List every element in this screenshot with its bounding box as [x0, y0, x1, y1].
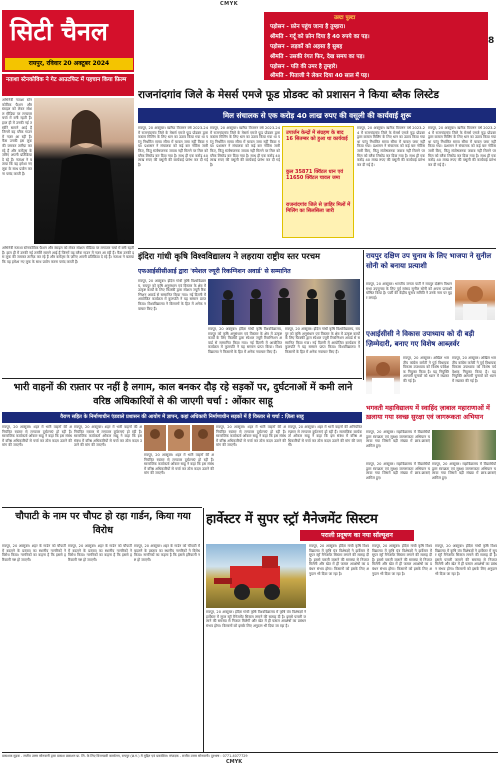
story6-body-col2: रायपुर, 20 अक्टूबर। शहर में भारी वाहनों की अनियंत्रित रफ़्तार से लगातार दुर्घटनाएं हो रही हैं। सामाजिक कार्यकर्ता ओंकार साहू ने कहा कि इस संबंध में वरिष्ठ अधिकारियों से चर्चा कर ठोस कदम उठाने की मांग की जाएगी। [74, 425, 142, 448]
divider-vertical [363, 250, 364, 380]
award-photo [208, 279, 360, 325]
divider [2, 507, 202, 508]
omkar-photos [144, 425, 214, 451]
story7-body-col1: रायपुर, 20 अक्टूबर। शहर के गार्डन को चौपाटी में बदलने के प्रस्ताव का स्थानीय नागरिकों ने विरोध किया। नागरिकों का कहना है कि इससे हरियाली नष्ट हो जाएगी। [2, 544, 66, 562]
ulta-pulta-line: श्रीमति - पिताजी ने लेकर दिया 40 साल में पड़। [270, 73, 370, 79]
story4-body-col2: रायपुर, 20 अक्टूबर। अखिल भारतीय कांग्रेस कमेटी ने पूर्व विधायक विकास उपाध्याय को विशेष पर्यवेक्षक नियुक्त किया है। यह नियुक्ति आगामी चुनावों को ध्यान में रखकर की गई है। [452, 356, 496, 383]
sunil-soni-photo [455, 280, 495, 320]
masthead [2, 10, 134, 72]
harvester-tag: पराली प्रदूषण का नया सॉल्यूशन [300, 530, 414, 541]
harvester-body-col1: रायपुर, 20 अक्टूबर। इंदिरा गांधी कृषि विश्वविद्यालय में कृषि यंत्र विशेषज्ञों ने हार्वेस्टर में सुपर स्ट्रॉ मैनेजमेंट सिस्टम लगाने की सलाह दी है। इससे पराली जलाने की समस्या से निजात मिलेगी और खेत में ही फसल अवशेषों का प्रबंधन संभव होगा। किसानों को इसके लिए अनुदान भी दिया जा रहा है। [206, 610, 306, 628]
person-icon [455, 280, 495, 320]
story1-body-col4: रायपुर, 20 अक्टूबर। खरीफ विपणन वर्ष 2023-24 में राजनांदगांव जिले के मेसर्स एमजे फूड प्रोडक्ट द्वारा कस्टम मिलिंग के लिए धान का उठाव किया गया था परंतु निर्धारित समय सीमा में चावल जमा नहीं किया गया। प्रशासन ने संचालक को कई बार नोटिस जारी किए, किंतु संतोषजनक जवाब नहीं मिलने पर मिल को ब्लैक लिस्टेड कर दिया गया है। साथ ही एक करोड़ 40 लाख रुपए की वसूली की कार्यवाई प्रारंभ कर दी गई है। [428, 126, 496, 167]
ulta-pulta-line: पड़ोसन - फ़ोन पहुंच जाना है तुम्हारा। [270, 24, 346, 30]
ulta-pulta-line: पड़ोसन - लड़कों को अहसा है सुबह [270, 44, 343, 50]
story2-body-col2: रायपुर, 20 अक्टूबर। इंदिरा गांधी कृषि विश्वविद्यालय, रायपुर को कृषि अनुसंधान एवं विस्तार के क्षेत्र में उत्कृष्ट कार्यों के लिए फिक्की द्वारा स्पेशल ज्यूरी रिकग्निशन अवार्ड से सम्मानित किया गया। नई दिल्ली में आयोजित कार्यक्रम में कुलपति ने यह सम्मान प्राप्त किया। विश्वविद्यालय ने किसानों के हित में अनेक नवाचार किए हैं। [208, 327, 282, 354]
harvester-body-col2: रायपुर, 20 अक्टूबर। इंदिरा गांधी कृषि विश्वविद्यालय में कृषि यंत्र विशेषज्ञों ने हार्वेस्टर में सुपर स्ट्रॉ मैनेजमेंट सिस्टम लगाने की सलाह दी है। इससे पराली जलाने की समस्या से निजात मिलेगी और खेत में ही फसल अवशेषों का प्रबंधन संभव होगा। किसानों को इसके लिए अनुदान भी दिया जा रहा है। [309, 544, 369, 576]
fact-item: कुल 35871 क्विंटल धान एवं 11650 क्विंटल चावल जमा [286, 169, 343, 182]
story7-body-col2: रायपुर, 20 अक्टूबर। शहर के गार्डन को चौपाटी में बदलने के प्रस्ताव का स्थानीय नागरिकों ने विरोध किया। नागरिकों का कहना है कि इससे हरियाली नष्ट हो जाएगी। [68, 544, 132, 562]
story5-body-col3: रायपुर, 20 अक्टूबर। महाविद्यालय में विद्यार्थियों द्वारा स्वच्छता एवं सुरक्षा जागरूकता अभियान चलाया गया जिसमें बड़ी संख्या में छात्र-छात्राएं शामिल हुए। [432, 462, 496, 480]
story7-body-col3: रायपुर, 20 अक्टूबर। शहर के गार्डन को चौपाटी में बदलने के प्रस्ताव का स्थानीय नागरिकों ने विरोध किया। नागरिकों का कहना है कि इससे हरियाली नष्ट हो जाएगी। [134, 544, 200, 562]
ulta-pulta-heading: उल्टा पुल्टा [334, 15, 356, 21]
celeb-silhouette [34, 98, 134, 244]
story1-body-col2: रायपुर, 20 अक्टूबर। खरीफ विपणन वर्ष 2023-24 में राजनांदगांव जिले के मेसर्स एमजे फूड प्रोडक्ट द्वारा कस्टम मिलिंग के लिए धान का उठाव किया गया था परंतु निर्धारित समय सीमा में चावल जमा नहीं किया गया। प्रशासन ने संचालक को कई बार नोटिस जारी किए, किंतु संतोषजनक जवाब नहीं मिलने पर मिल को ब्लैक लिस्टेड कर दिया गया है। साथ ही एक करोड़ 40 लाख रुपए की वसूली की कार्यवाई प्रारंभ कर दी गई है। [210, 126, 280, 167]
person-icon [366, 356, 400, 394]
story6-body-col1: रायपुर, 20 अक्टूबर। शहर में भारी वाहनों की अनियंत्रित रफ़्तार से लगातार दुर्घटनाएं हो रही हैं। सामाजिक कार्यकर्ता ओंकार साहू ने कहा कि इस संबंध में वरिष्ठ अधिकारियों से चर्चा कर ठोस कदम उठाने की मांग की जाएगी। [2, 425, 72, 448]
college-photo [432, 430, 496, 460]
headline-bjp: रायपुर दक्षिण उप चुनाव के लिए भाजपा ने सुनील सोनी को बनाया प्रत्याशी [366, 252, 492, 270]
story1-body-col3: रायपुर, 20 अक्टूबर। खरीफ विपणन वर्ष 2023-24 में राजनांदगांव जिले के मेसर्स एमजे फूड प्रोडक्ट द्वारा कस्टम मिलिंग के लिए धान का उठाव किया गया था परंतु निर्धारित समय सीमा में चावल जमा नहीं किया गया। प्रशासन ने संचालक को कई बार नोटिस जारी किए, किंतु संतोषजनक जवाब नहीं मिलने पर मिल को ब्लैक लिस्टेड कर दिया गया है। साथ ही एक करोड़ 40 लाख रुपए की वसूली की कार्यवाई प्रारंभ कर दी गई है। [357, 126, 425, 167]
divider-vertical [203, 508, 204, 752]
harvester-body-col3: रायपुर, 20 अक्टूबर। इंदिरा गांधी कृषि विश्वविद्यालय में कृषि यंत्र विशेषज्ञों ने हार्वेस्टर में सुपर स्ट्रॉ मैनेजमेंट सिस्टम लगाने की सलाह दी है। इससे पराली जलाने की समस्या से निजात मिलेगी और खेत में ही फसल अवशेषों का प्रबंधन संभव होगा। किसानों को इसके लिए अनुदान भी दिया जा रहा है। [372, 544, 432, 576]
story6-body-col5: रायपुर, 20 अक्टूबर। शहर में भारी वाहनों की अनियंत्रित रफ़्तार से लगातार दुर्घटनाएं हो रही हैं। सामाजिक कार्यकर्ता ओंकार साहू ने कहा कि इस संबंध में वरिष्ठ अधिकारियों से चर्चा कर ठोस कदम उठाने की मांग की जाएगी। [288, 425, 362, 448]
ulta-pulta-box [264, 12, 488, 80]
harvester-machine [206, 544, 306, 608]
celeb-body: अभिनेत्री नताशा स्टेनकोविक फैशन और स्टाइल को लेकर सोशल मीडिया पर लगातार चर्चा में बनी रहती हैं। हाल ही में उनकी नई तस्वीरें सामने आई हैं जिनमें वह ब्लैक गाउन में नज़र आ रही हैं। फैंस उनकी इस लुक की जमकर तारीफ़ कर रहे हैं और कमेंट्स के ज़रिए अपनी प्रतिक्रिया दे रहे हैं। नताशा ने बताया कि वह हमेशा नए लुक के साथ प्रयोग करना पसंद करती हैं। [2, 98, 32, 176]
fact-item: उपार्जन केन्द्रों में संग्रहण के बाद 16 सितम्बर को हुआ था कार्यवाई [286, 130, 348, 143]
story5-body-col2: रायपुर, 20 अक्टूबर। महाविद्यालय में विद्यार्थियों द्वारा स्वच्छता एवं सुरक्षा जागरूकता अभियान चलाया गया जिसमें बड़ी संख्या में छात्र-छात्राएं शामिल हुए। [366, 462, 430, 480]
ulta-pulta-line: श्रीमति - गर्दू को फ़ोन दिया है 40 रुपये का पड़। [270, 34, 370, 40]
page-number: 8 [488, 36, 495, 46]
harvester-photo [206, 544, 306, 608]
story4-body-col1: रायपुर, 20 अक्टूबर। अखिल भारतीय कांग्रेस कमेटी ने पूर्व विधायक विकास उपाध्याय को विशेष पर्यवेक्षक नियुक्त किया है। यह नियुक्ति आगामी चुनावों को ध्यान में रखकर की गई है। [403, 356, 449, 383]
subhead-igkv: एफआईसीसीआई द्वारा 'स्पेशल ज्यूरी रिकग्निशन अवार्ड' से सम्मानित [138, 268, 291, 275]
celeb-photo [34, 98, 134, 244]
story2-body-col1: रायपुर, 20 अक्टूबर। इंदिरा गांधी कृषि विश्वविद्यालय, रायपुर को कृषि अनुसंधान एवं विस्तार के क्षेत्र में उत्कृष्ट कार्यों के लिए फिक्की द्वारा स्पेशल ज्यूरी रिकग्निशन अवार्ड से सम्मानित किया गया। नई दिल्ली में आयोजित कार्यक्रम में कुलपति ने यह सम्मान प्राप्त किया। विश्वविद्यालय ने किसानों के हित में अनेक नवाचार किए हैं। [138, 279, 206, 311]
headline-mj-food: राजनांदगांव जिले के मेसर्स एमजे फूड प्रोडक्ट को प्रशासन ने किया ब्लैक लिस्टेड [138, 89, 439, 101]
footer-imprint: प्रकाशक मुद्रक - राजीव उत्तम सोनवानी द्वारा प्रकाश प्रकाशन प्रा. लि. के लिए विजयबरी कार्यालय, रायपुर (छ.ग.) में मुद्रित एवं प्रकाशित। संपादक - राजीव उत्तम सोनवानी। दूरभाष : 0771-4077729 [2, 754, 248, 758]
vikas-photo [366, 356, 400, 394]
award-people [208, 279, 360, 325]
celeb-body-continued: अभिनेत्री नताशा स्टेनकोविक फैशन और स्टाइल को लेकर सोशल मीडिया पर लगातार चर्चा में बनी रहती हैं। हाल ही में उनकी नई तस्वीरें सामने आई हैं जिनमें वह ब्लैक गाउन में नज़र आ रही हैं। फैंस उनकी इस लुक की जमकर तारीफ़ कर रहे हैं और कमेंट्स के ज़रिए अपनी प्रतिक्रिया दे रहे हैं। नताशा ने बताया कि वह हमेशा नए लुक के साथ प्रयोग करना पसंद करती हैं। [2, 246, 134, 264]
headline-aicc: एआईसीसी ने विकास उपाध्याय को दी बड़ी ज़िम्मेदारी, बनाए गए विशेष आब्ज़र्वर [366, 330, 475, 348]
person-icons [144, 425, 214, 451]
harvester-body-col4: रायपुर, 20 अक्टूबर। इंदिरा गांधी कृषि विश्वविद्यालय में कृषि यंत्र विशेषज्ञों ने हार्वेस्टर में सुपर स्ट्रॉ मैनेजमेंट सिस्टम लगाने की सलाह दी है। इससे पराली जलाने की समस्या से निजात मिलेगी और खेत में ही फसल अवशेषों का प्रबंधन संभव होगा। किसानों को इसके लिए अनुदान भी दिया जा रहा है। [435, 544, 497, 576]
story6-body-col3: रायपुर, 20 अक्टूबर। शहर में भारी वाहनों की अनियंत्रित रफ़्तार से लगातार दुर्घटनाएं हो रही हैं। सामाजिक कार्यकर्ता ओंकार साहू ने कहा कि इस संबंध में वरिष्ठ अधिकारियों से चर्चा कर ठोस कदम उठाने की मांग की जाएगी। [144, 453, 214, 476]
story2-body-col3: रायपुर, 20 अक्टूबर। इंदिरा गांधी कृषि विश्वविद्यालय, रायपुर को कृषि अनुसंधान एवं विस्तार के क्षेत्र में उत्कृष्ट कार्यों के लिए फिक्की द्वारा स्पेशल ज्यूरी रिकग्निशन अवार्ड से सम्मानित किया गया। नई दिल्ली में आयोजित कार्यक्रम में कुलपति ने यह सम्मान प्राप्त किया। विश्वविद्यालय ने किसानों के हित में अनेक नवाचार किए हैं। [285, 327, 360, 354]
headline-igkv: इंदिरा गांधी कृषि विश्वविद्यालय ने लहराया राष्ट्रीय स्तर परचम [138, 251, 321, 261]
story5-body: रायपुर, 20 अक्टूबर। महाविद्यालय में विद्यार्थियों द्वारा स्वच्छता एवं सुरक्षा जागरूकता अभियान चलाया गया जिसमें बड़ी संख्या में छात्र-छात्राएं शामिल हुए। [366, 430, 430, 448]
cmyk-bottom: CMYK [226, 759, 243, 765]
cmyk-top: CMYK [220, 1, 239, 7]
ulta-pulta-line: पड़ोसन - पति की उमर है तुम्हारे। [270, 64, 338, 70]
headline-chaupati: चौपाटी के नाम पर चौपट हो रहा गार्डन, किया गया विरोध [15, 511, 191, 536]
subhead-mj-food: मिल संचालक से एक करोड़ 40 लाख रुपए की वसूली की कार्यवाई शुरू [138, 108, 496, 123]
headline-heavy-vehicles: भारी वाहनों की रफ़्तार पर नहीं है लगाम, काल बनकर दौड़ रहे सड़कों पर, दुर्घटनाओं में कमी लाने वरिष्ठ अधिकारियों से की जाएगी चर्चा : ओंकार साहू [13, 382, 353, 407]
divider [138, 248, 496, 249]
ulta-pulta-line: श्रीमति - उसकी रंगत फिर, देख समय का पड़। [270, 54, 365, 60]
headline-bhagwati: भगवती महाविद्यालय में स्वाहिंद ज़ाबाल महाराणाओं में ख़लाया गया स्वच्छ सुरक्षा एवं जागरूकता अभियान [366, 404, 490, 421]
story1-body-col1: रायपुर, 20 अक्टूबर। खरीफ विपणन वर्ष 2023-24 में राजनांदगांव जिले के मेसर्स एमजे फूड प्रोडक्ट द्वारा कस्टम मिलिंग के लिए धान का उठाव किया गया था परंतु निर्धारित समय सीमा में चावल जमा नहीं किया गया। प्रशासन ने संचालक को कई बार नोटिस जारी किए, किंतु संतोषजनक जवाब नहीं मिलने पर मिल को ब्लैक लिस्टेड कर दिया गया है। साथ ही एक करोड़ 40 लाख रुपए की वसूली की कार्यवाई प्रारंभ कर दी गई है। [138, 126, 208, 167]
headline-harvester: हार्वेस्टर में सुपर स्ट्रॉ मैनेजमेंट सिस्टम [206, 512, 378, 527]
celeb-caption: नताशा स्टेनकोविक ने गेट आउटफिट में पहचान किया फ़िल्म [6, 77, 127, 83]
story6-body-col4: रायपुर, 20 अक्टूबर। शहर में भारी वाहनों की अनियंत्रित रफ़्तार से लगातार दुर्घटनाएं हो रही हैं। सामाजिक कार्यकर्ता ओंकार साहू ने कहा कि इस संबंध में वरिष्ठ अधिकारियों से चर्चा कर ठोस कदम उठाने की मांग की जाएगी। [216, 425, 286, 448]
fact-item: राजनांदगांव जिले से ज़ाहिर मिलों में मिलिंग का सिलसिला जारी [286, 202, 351, 215]
masthead-title: सिटी चैनल [10, 17, 108, 46]
story3-body: रायपुर, 20 अक्टूबर। भारतीय जनता पार्टी ने रायपुर दक्षिण विधानसभा उपचुनाव के लिए पूर्व सांसद सुनील सोनी को अपना प्रत्याशी घोषित किया है। पार्टी की केंद्रीय चुनाव समिति ने उनके नाम पर मुहर लगाई। [366, 282, 452, 300]
heavy-vehicles-banner: वैराण सहित के निर्माणाधीन एंडवाले प्रशासन की आयोग में ज्ञापन, कहां अधिकारी निर्माणाधीन सड़कों में हैं विस्तार से चर्चा : ज़िला साहू [2, 412, 362, 423]
divider [2, 378, 362, 379]
story1-facts-box [282, 126, 354, 238]
masthead-dateline: रायपुर, रविवार 20 अक्टूबर 2024 [5, 58, 133, 70]
celeb-caption-box [2, 74, 134, 96]
